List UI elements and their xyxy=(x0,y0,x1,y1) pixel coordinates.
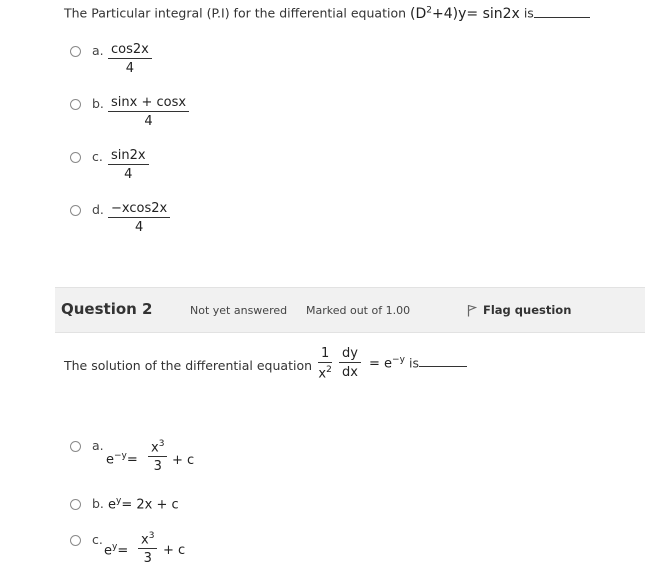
option-fraction xyxy=(108,148,149,182)
answer-blank xyxy=(419,366,467,367)
fraction-numerator: sinx + cosx xyxy=(108,95,189,112)
option-letter: b. xyxy=(92,96,104,111)
fraction-denominator: 4 xyxy=(125,61,135,76)
q2-rhs xyxy=(369,355,467,371)
lhs-eq: = xyxy=(117,543,129,559)
numerator-exponent: 3 xyxy=(148,531,155,541)
option-equation xyxy=(108,496,179,512)
option-fraction xyxy=(108,95,189,129)
q1-eq-d: (D xyxy=(410,5,427,22)
q2-fraction-dy-dx xyxy=(339,346,361,380)
q1-eq-rest: +4)y xyxy=(432,5,467,22)
radio-button[interactable] xyxy=(70,46,81,57)
option-fraction xyxy=(108,201,170,235)
option-rest: = 2x + c xyxy=(121,497,179,513)
rhs-is: is xyxy=(409,355,420,371)
radio-button[interactable] xyxy=(70,535,81,546)
option-lhs xyxy=(106,451,138,467)
fraction-numerator: cos2x xyxy=(108,42,152,59)
option-letter: a. xyxy=(92,43,104,58)
fraction-denominator: 3 xyxy=(153,459,162,475)
fraction-numerator: x xyxy=(151,440,159,456)
question-marks: Marked out of 1.00 xyxy=(306,304,411,317)
lhs-exp: y xyxy=(112,542,118,552)
rhs-eq: = e xyxy=(369,356,393,372)
fraction-denominator: x xyxy=(318,366,327,382)
q1-text: The Particular integral (P.I) for the differential equation xyxy=(64,5,407,21)
flag-icon xyxy=(467,304,477,317)
option-tail: + c xyxy=(163,543,186,558)
option-letter: d. xyxy=(92,202,104,217)
option-letter: c. xyxy=(92,532,103,547)
lhs-base: e xyxy=(108,497,116,513)
fraction-numerator: 1 xyxy=(318,346,332,363)
q1-eq-rhs: = sin2x xyxy=(466,5,520,22)
fraction-denominator: 3 xyxy=(143,551,152,567)
lhs-base: e xyxy=(104,543,112,559)
lhs-exp: −y xyxy=(114,451,127,461)
numerator-exponent: 3 xyxy=(158,439,165,449)
q2-fraction-1-over-x2 xyxy=(318,346,332,381)
lhs-base: e xyxy=(106,452,114,468)
option-fraction xyxy=(148,439,167,474)
q1-is: is xyxy=(523,5,534,21)
fraction-numerator: dy xyxy=(339,346,361,363)
fraction-numerator: −xcos2x xyxy=(108,201,170,218)
denominator-exponent: 2 xyxy=(326,365,332,375)
fraction-denominator: 4 xyxy=(124,167,133,182)
question-2-header xyxy=(55,287,645,333)
fraction-numerator: sin2x xyxy=(108,148,149,165)
radio-button[interactable] xyxy=(70,205,81,216)
fraction-denominator: dx xyxy=(342,365,358,380)
option-tail: + c xyxy=(172,453,195,468)
question-status: Not yet answered xyxy=(190,304,288,317)
option-fraction xyxy=(138,531,157,566)
radio-button[interactable] xyxy=(70,99,81,110)
radio-button[interactable] xyxy=(70,441,81,452)
lhs-exp: y xyxy=(116,496,122,506)
fraction-denominator: 4 xyxy=(144,114,153,129)
option-letter: b. xyxy=(92,496,104,511)
option-lhs xyxy=(104,542,128,558)
option-fraction xyxy=(108,42,152,76)
q1-question-text xyxy=(64,5,590,22)
radio-button[interactable] xyxy=(70,499,81,510)
option-letter: c. xyxy=(92,149,103,164)
q2-text: The solution of the differential equation xyxy=(64,358,313,373)
radio-button[interactable] xyxy=(70,152,81,163)
q1-equation xyxy=(410,6,520,22)
flag-question-label: Flag question xyxy=(483,303,572,317)
question-number: Question 2 xyxy=(61,300,153,318)
fraction-denominator: 4 xyxy=(134,220,144,235)
lhs-eq: = xyxy=(126,452,138,468)
flag-question-button[interactable] xyxy=(467,303,571,317)
answer-blank xyxy=(534,17,590,18)
rhs-exp: −y xyxy=(392,355,405,365)
fraction-numerator: x xyxy=(141,532,149,548)
option-letter: a. xyxy=(92,438,104,453)
q1-eq-exp: 2 xyxy=(426,5,432,15)
